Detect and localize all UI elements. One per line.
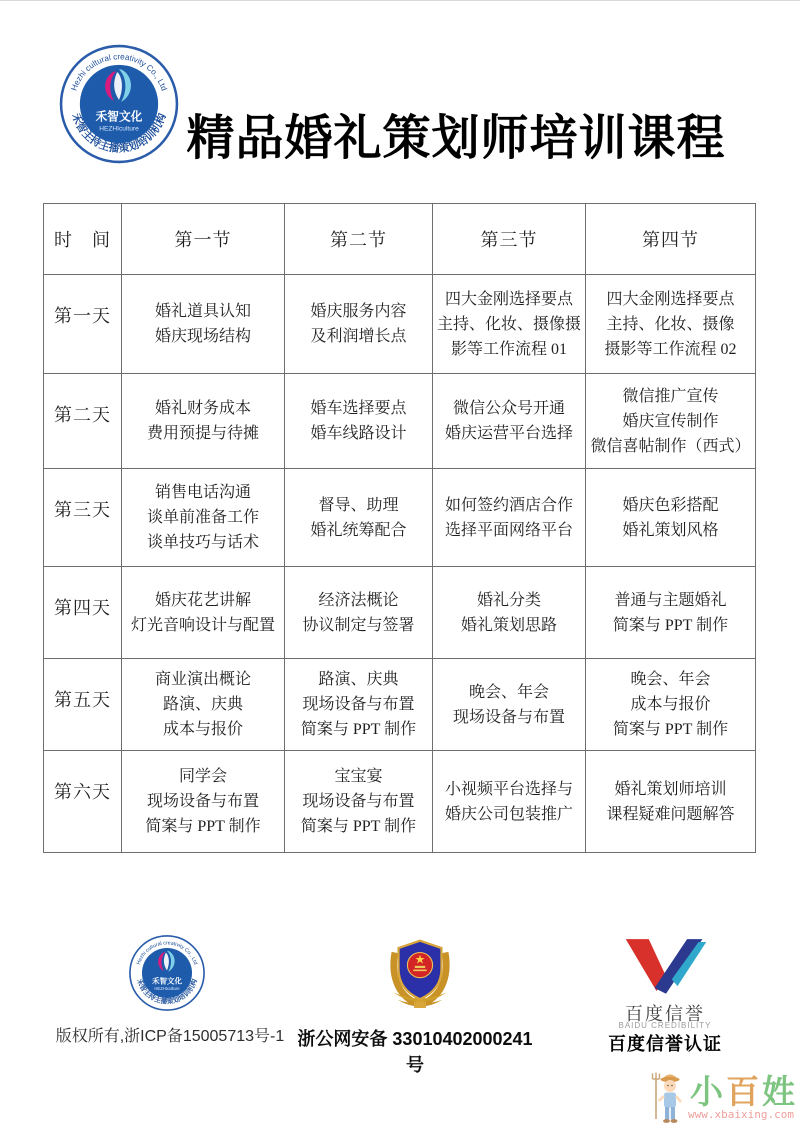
cell-line: 影等工作流程 01 bbox=[450, 340, 567, 358]
hezhi-logo bbox=[58, 43, 180, 165]
schedule-cell bbox=[285, 659, 433, 751]
cell-line: 谈单技巧与话术 bbox=[146, 534, 259, 551]
cell-line: 婚庆服务内容 bbox=[310, 303, 407, 320]
cell-line: 商业演出概论 bbox=[154, 671, 251, 688]
cell-line: 成本与报价 bbox=[162, 721, 243, 738]
cell-line: 婚庆公司包装推广 bbox=[444, 805, 573, 823]
icp-record-text: 版权所有,浙ICP备15005713号-1 bbox=[55, 1028, 285, 1045]
day-label: 第三天 bbox=[44, 469, 122, 567]
cell-line: 婚礼财务成本 bbox=[154, 400, 251, 417]
cell-line: 四大金刚选择要点 bbox=[444, 290, 573, 308]
schedule-cell bbox=[285, 567, 433, 659]
cell-line: 四大金刚选择要点 bbox=[606, 290, 735, 308]
cell-line: 微信喜帖制作（西式） bbox=[590, 437, 751, 455]
cell-line: 同学会 bbox=[178, 768, 227, 785]
watermark-url: www.xbaixing.com bbox=[688, 1108, 794, 1121]
cell-line: 小视频平台选择与 bbox=[444, 780, 573, 798]
cell-line: 婚礼分类 bbox=[476, 591, 541, 609]
police-record-text: 浙公网安备 33010402000241号 bbox=[297, 1029, 533, 1075]
schedule-cell bbox=[285, 469, 433, 567]
cell-line: 主持、化妆、摄像摄 bbox=[436, 315, 581, 333]
schedule-cell bbox=[122, 469, 285, 567]
schedule-cell bbox=[586, 374, 756, 469]
cell-line: 婚车线路设计 bbox=[310, 425, 407, 442]
table-row-day4 bbox=[44, 567, 756, 659]
watermark-char: 姓 bbox=[762, 1073, 795, 1110]
baidu-certified-text: 百度信誉认证 bbox=[608, 1034, 722, 1054]
cell-line: 宝宝宴 bbox=[334, 768, 383, 785]
baidu-credibility-en: BAIDU CREDIBILITY bbox=[618, 1021, 712, 1030]
cell-line: 成本与报价 bbox=[630, 696, 711, 713]
day-label: 第四天 bbox=[44, 567, 122, 659]
cell-line: 婚车选择要点 bbox=[310, 400, 407, 417]
table-row-day3 bbox=[44, 469, 756, 567]
cell-line: 现场设备与布置 bbox=[302, 696, 415, 713]
cell-line: 婚庆花艺讲解 bbox=[154, 591, 251, 609]
schedule-cell bbox=[433, 469, 586, 567]
cell-line: 普通与主题婚礼 bbox=[614, 591, 727, 609]
cell-line: 婚庆现场结构 bbox=[154, 328, 251, 345]
schedule-cell bbox=[433, 567, 586, 659]
day-label: 第一天 bbox=[44, 275, 122, 374]
cell-line: 婚庆色彩搭配 bbox=[622, 496, 719, 514]
cell-line: 路演、庆典 bbox=[162, 696, 243, 713]
schedule-cell bbox=[586, 469, 756, 567]
schedule-cell bbox=[122, 275, 285, 374]
schedule-cell bbox=[285, 275, 433, 374]
schedule-cell bbox=[122, 751, 285, 853]
cell-line: 微信推广宣传 bbox=[622, 387, 719, 405]
watermark-farmer-icon bbox=[650, 1069, 690, 1127]
baidu-credibility-icon bbox=[620, 934, 712, 996]
page-title: 精品婚礼策划师培训课程 bbox=[186, 112, 726, 166]
schedule-cell bbox=[433, 374, 586, 469]
schedule-cell bbox=[122, 567, 285, 659]
table-row-day2 bbox=[44, 374, 756, 469]
cell-line: 婚礼道具认知 bbox=[154, 303, 251, 320]
cell-line: 现场设备与布置 bbox=[146, 793, 259, 810]
cell-line: 简案与 PPT 制作 bbox=[612, 721, 729, 738]
schedule-cell bbox=[122, 374, 285, 469]
schedule-cell bbox=[586, 751, 756, 853]
hezhi-logo-footer bbox=[128, 934, 206, 1012]
cell-line: 摄影等工作流程 02 bbox=[604, 340, 737, 358]
header-row bbox=[44, 204, 756, 275]
column-header-time: 时 间 bbox=[44, 204, 122, 275]
column-header-sec1: 第一节 bbox=[122, 204, 285, 275]
cell-line: 晚会、年会 bbox=[630, 671, 711, 688]
table-row-day5 bbox=[44, 659, 756, 751]
cell-line: 选择平面网络平台 bbox=[444, 521, 573, 539]
watermark-site-name bbox=[690, 1073, 795, 1111]
column-header-sec4: 第四节 bbox=[586, 204, 756, 275]
baidu-credibility-cn: 百度信誉 bbox=[625, 1004, 705, 1024]
cell-line: 灯光音响设计与配置 bbox=[130, 616, 275, 634]
schedule-cell bbox=[433, 659, 586, 751]
cell-line: 销售电话沟通 bbox=[154, 484, 251, 501]
cell-line: 路演、庆典 bbox=[318, 671, 399, 688]
day-label: 第二天 bbox=[44, 374, 122, 469]
cell-line: 费用预提与待摊 bbox=[146, 425, 259, 442]
schedule-cell bbox=[586, 567, 756, 659]
cell-line: 简案与 PPT 制作 bbox=[300, 818, 417, 835]
schedule-cell bbox=[433, 751, 586, 853]
day-label: 第五天 bbox=[44, 659, 122, 751]
cell-line: 婚礼策划师培训 bbox=[614, 780, 727, 798]
schedule-cell bbox=[586, 659, 756, 751]
cell-line: 现场设备与布置 bbox=[452, 708, 565, 726]
cell-line: 婚庆宣传制作 bbox=[622, 412, 719, 430]
column-header-sec2: 第二节 bbox=[285, 204, 433, 275]
cell-line: 如何签约酒店合作 bbox=[444, 496, 573, 514]
cell-line: 简案与 PPT 制作 bbox=[612, 616, 729, 634]
schedule-cell bbox=[285, 374, 433, 469]
cell-line: 现场设备与布置 bbox=[302, 793, 415, 810]
schedule-cell bbox=[586, 275, 756, 374]
cell-line: 简案与 PPT 制作 bbox=[300, 721, 417, 738]
schedule-cell bbox=[433, 275, 586, 374]
cell-line: 经济法概论 bbox=[318, 591, 399, 609]
cell-line: 婚庆运营平台选择 bbox=[444, 425, 573, 442]
schedule-cell bbox=[122, 659, 285, 751]
schedule-cell bbox=[285, 751, 433, 853]
cell-line: 微信公众号开通 bbox=[452, 400, 565, 417]
cell-line: 晚会、年会 bbox=[468, 683, 549, 701]
cell-line: 督导、助理 bbox=[318, 496, 399, 514]
watermark-char: 百 bbox=[726, 1073, 759, 1110]
cell-line: 谈单前准备工作 bbox=[146, 509, 259, 526]
watermark-char: 小 bbox=[690, 1073, 723, 1110]
cell-line: 婚礼策划风格 bbox=[622, 521, 719, 539]
cell-line: 及利润增长点 bbox=[310, 328, 407, 345]
cell-line: 协议制定与签署 bbox=[302, 616, 415, 634]
day-label: 第六天 bbox=[44, 751, 122, 853]
column-header-sec3: 第三节 bbox=[433, 204, 586, 275]
police-badge-icon bbox=[383, 927, 457, 1015]
cell-line: 课程疑难问题解答 bbox=[606, 805, 735, 823]
cell-line: 婚礼策划思路 bbox=[460, 616, 557, 634]
table-row-day6 bbox=[44, 751, 756, 853]
cell-line: 婚礼统筹配合 bbox=[310, 521, 407, 539]
cell-line: 主持、化妆、摄像 bbox=[606, 315, 735, 333]
cell-line: 简案与 PPT 制作 bbox=[145, 818, 261, 835]
schedule-table bbox=[43, 203, 756, 853]
table-row-day1 bbox=[44, 275, 756, 374]
